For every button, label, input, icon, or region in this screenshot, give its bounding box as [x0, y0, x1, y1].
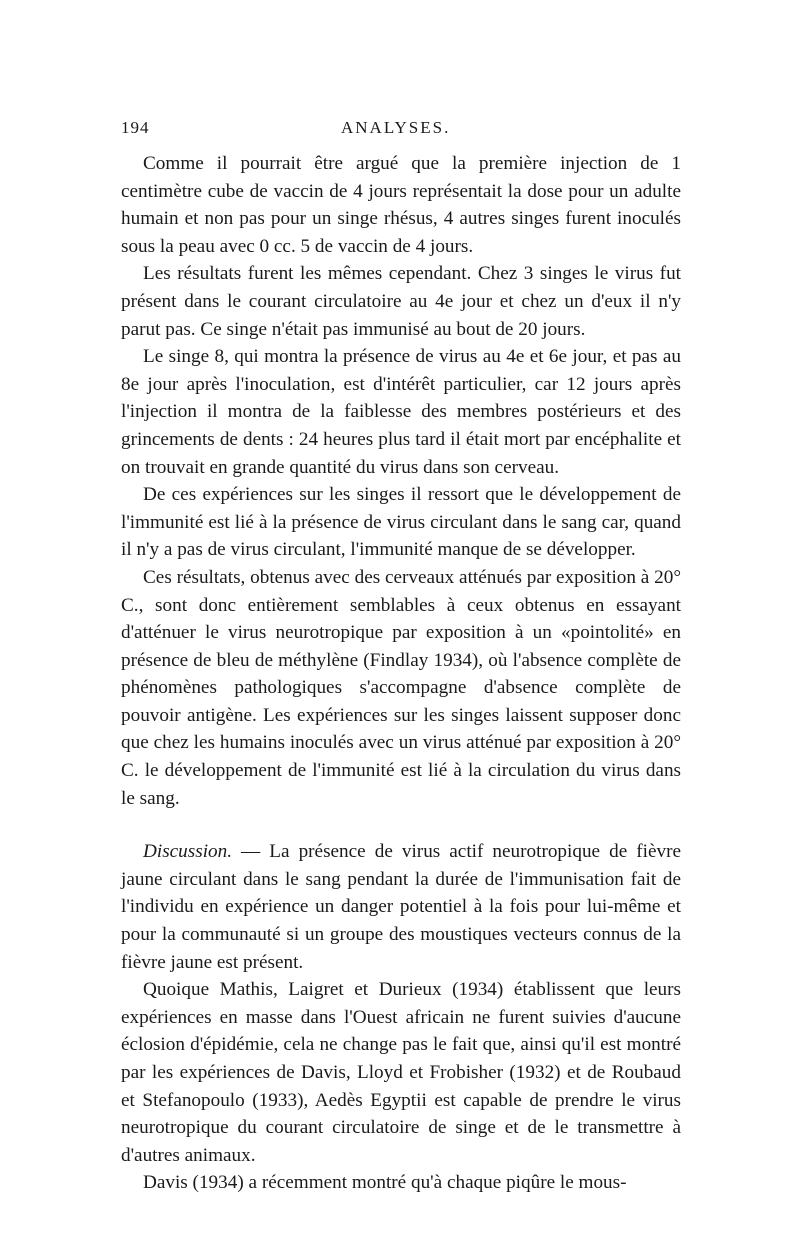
paragraph-4: De ces expériences sur les singes il ressort que le développement de l'immunité est lié à la présence de virus circulant dans le sang car, quand il n'y a pas de virus circulant, l'immunité manque de se développer.: [121, 484, 681, 561]
running-head: [121, 118, 681, 144]
paragraph-5: Ces résultats, obtenus avec des cerveaux atténués par exposition à 20° C., sont donc entièrement semblables à ceux obtenus en essayant d'atténuer le virus neurotropique par exposition à un «pointolité» en présence de bleu de méthylène (Findlay 1934), où l'absence complète de phénomènes pathologiques s'accompagne d'absence complète de pouvoir antigène. Les expériences sur les singes laissent supposer donc que chez les humains inoculés avec un virus atténué par exposition à 20° C. le développement de l'immunité est lié à la circulation du virus dans le sang.: [121, 566, 681, 809]
paragraph-3: Le singe 8, qui montra la présence de virus au 4e et 6e jour, et pas au 8e jour après l'inoculation, est d'intérêt particulier, car 12 jours après l'injection il montra de la faiblesse des membres postérieurs et des grincements de dents : 24 heures plus tard il était mort par encéphalite et on trouvait en grande quantité du virus dans son cerveau.: [121, 346, 681, 478]
document-page: [121, 118, 681, 1197]
running-title: ANALYSES.: [341, 118, 451, 137]
paragraph-discussion: [121, 838, 681, 976]
paragraph-7: Quoique Mathis, Laigret et Durieux (1934) établissent que leurs expériences en masse dans l'Ouest africain ne furent suivies d'aucune éclosion d'épidémie, cela ne change pas le fait que, ainsi qu'il est montré par les expériences de Davis, Lloyd et Frobisher (1932) et de Roubaud et Stefanopoulo (1933), Aedès Egyptii est capable de prendre le virus neurotropique du courant circulatoire de singe et de le transmettre à d'autres animaux.: [121, 979, 681, 1166]
discussion-run-in: Discussion.: [143, 841, 233, 863]
paragraph-2: Les résultats furent les mêmes cependant. Chez 3 singes le virus fut présent dans le courant circulatoire au 4e jour et chez un d'eux il n'y parut pas. Ce singe n'était pas immunisé au bout de 20 jours.: [121, 263, 681, 340]
paragraph-8: Davis (1934) a récemment montré qu'à chaque piqûre le mous-: [143, 1172, 627, 1194]
discussion-text: — La présence de virus actif neurotropique de fièvre jaune circulant dans le sang pendant la durée de l'immunisation fait de l'individu en expérience un danger potentiel à la fois pour lui-même et pour la communauté si un groupe des moustiques vecteurs connus de la fièvre jaune est présent.: [121, 841, 681, 973]
body-text: [121, 150, 681, 1197]
page-number: 194: [121, 118, 150, 137]
paragraph-1: Comme il pourrait être argué que la première injection de 1 centimètre cube de vaccin de 4 jours représentait la dose pour un adulte humain et non pas pour un singe rhésus, 4 autres singes furent inoculés sous la peau avec 0 cc. 5 de vaccin de 4 jours.: [121, 153, 681, 257]
